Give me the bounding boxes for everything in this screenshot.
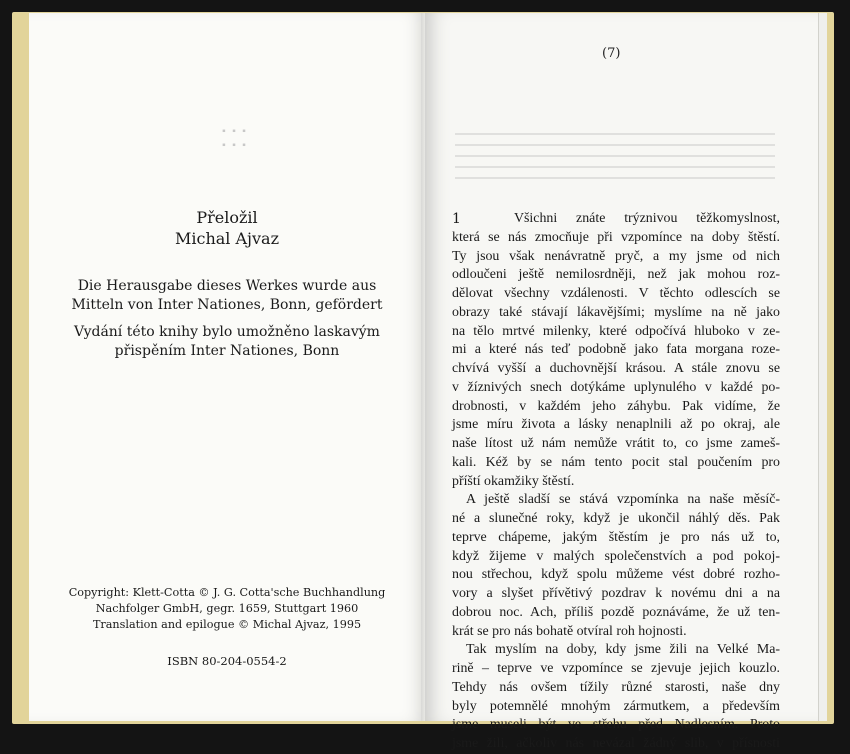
bleed-through-text <box>455 128 775 188</box>
text-line: naše lítost už nám nemůže vrátit to, co jsme zameš- <box>452 436 780 451</box>
notice-german-line: Die Herausgabe dieses Werkes wurde aus <box>77 278 377 294</box>
page-number: (7) <box>602 46 621 61</box>
text-line: dobrou noc. Ach, příliš pozdě poznáváme, že už ten- <box>452 604 780 620</box>
text-line: příští okamžiky štěstí. <box>452 473 575 489</box>
text-line: která se nás zmocňuje při vzpomínce na doby štěstí. <box>452 229 780 245</box>
text-line: krát se pro nás bohatě otvíral roh hojnosti. <box>452 623 687 639</box>
copyright-line: Translation and epilogue © Michal Ajvaz, 1995 <box>92 618 362 631</box>
bleed-through-text: ▪ ▪ ▪ ▪ ▪ ▪ <box>222 126 248 151</box>
notice-german <box>29 277 425 315</box>
text-line: když žijeme v malých společenstvích a pod pokoj- <box>452 548 780 564</box>
text-line: drobnosti, v každém jeho záhybu. Pak vidíme, že <box>452 398 780 414</box>
text-line: jsme míru života a lásky nenaplnili až po okraj, ale <box>452 417 780 433</box>
text-line: Všichni znáte trýznivou těžkomyslnost, <box>514 211 780 226</box>
text-line: Tehdy nás ovšem tížily různé starosti, naše dny <box>452 679 780 695</box>
copyright-line: Nachfolger GmbH, gegr. 1659, Stuttgart 1960 <box>95 602 359 615</box>
text-line: rině – teprve ve vzpomínce se zjevuje jejich kouzlo. <box>452 661 780 676</box>
text-line: vory a slyšet přívětivý pozdrav k novému dni a na <box>452 586 780 601</box>
text-line: obrazy také stávají lákavějšími; myslíme na ně jako <box>452 304 780 320</box>
publication-notice <box>29 277 425 369</box>
text-line: Tak myslím na doby, kdy jsme žili na Velké Ma- <box>466 642 780 658</box>
text-line: jsme žili, ačkoliv nás nevázal žádný slib, v přísnosti <box>452 736 780 751</box>
copyright-notice <box>29 585 425 633</box>
copyright-line: Copyright: Klett-Cotta © J. G. Cotta'sche Buchhandlung <box>68 586 386 599</box>
chapter-number: 1 <box>452 211 461 227</box>
translator-label: Přeložil <box>196 208 258 227</box>
text-line: A ještě sladší se stává vzpomínka na naše měsíč- <box>466 492 780 508</box>
notice-czech-line: Vydání této knihy bylo umožněno laskavým <box>74 324 380 340</box>
text-line: dělovat všechny vzdálenosti. V těchto odlescích se <box>452 286 780 301</box>
translator-name: Michal Ajvaz <box>174 229 280 248</box>
text-line: byly potemnělé mnohým zármutkem, a především <box>452 698 780 714</box>
translator-credit <box>29 207 425 249</box>
isbn: ISBN 80-204-0554-2 <box>167 654 287 668</box>
page-edges <box>818 13 827 721</box>
text-line: odloučeni ještě nemilosrdněji, než jak mohou roz- <box>452 267 780 283</box>
text-line: né a slunečné roky, když je ukončil náhlý děs. Pak <box>452 511 780 526</box>
text-line: nou střechou, když spolu můžeme vést dobré rozho- <box>452 567 780 583</box>
notice-czech <box>29 323 425 361</box>
notice-czech-line: přispěním Inter Nationes, Bonn <box>114 343 340 359</box>
text-line: Ty jsou však nenávratně pryč, a my jsme od nich <box>452 248 780 264</box>
text-line: na tělo mrtvé milenky, které odpočívá hluboko v ze- <box>452 323 780 339</box>
text-line: mi a které nás teď podobně jako fata morgana roze- <box>452 342 780 358</box>
text-line: chvívá vyšší a duchovnější krásou. A stále znovu se <box>452 361 780 376</box>
text-line: v žíznivých snech dotýkáme uplynulého v každé po- <box>452 379 780 395</box>
body-text <box>452 210 780 754</box>
text-line: jsme museli být ve střehu před Nadlesním. Proto <box>452 717 780 733</box>
notice-german-line: Mitteln von Inter Nationes, Bonn, gefördert <box>71 297 383 313</box>
text-line: kali. Kéž by se nám tento pocit stal poučením pro <box>452 454 780 470</box>
text-line: teprve chápeme, jakým štěstím je pro nás už to, <box>452 529 780 545</box>
